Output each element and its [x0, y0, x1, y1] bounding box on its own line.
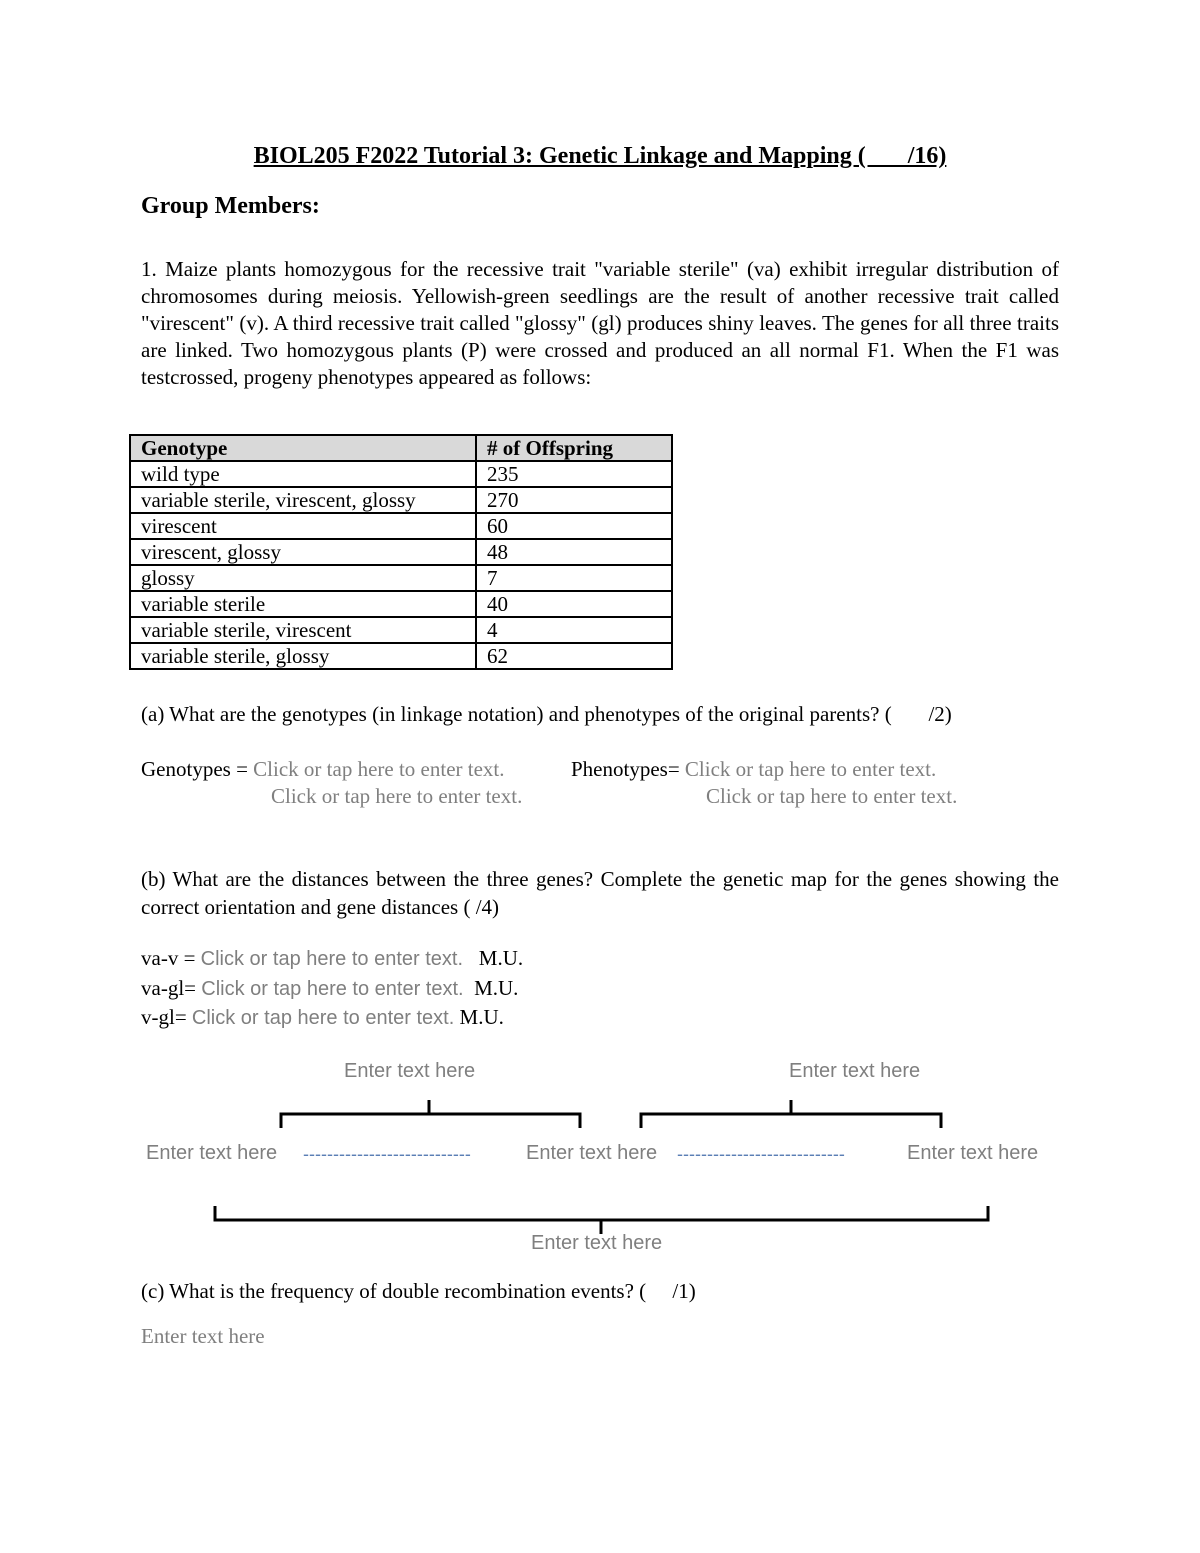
table-cell-count: 7: [476, 565, 672, 591]
table-cell-count: 60: [476, 513, 672, 539]
phenotype-input-2[interactable]: Click or tap here to enter text.: [706, 784, 958, 808]
genotype-input-2[interactable]: Click or tap here to enter text.: [271, 784, 523, 808]
distance-label: va-gl=: [141, 976, 202, 1000]
table-cell-count: 48: [476, 539, 672, 565]
distance-label: va-v =: [141, 946, 201, 970]
bracket-left: [281, 1100, 580, 1128]
bracket-bottom: [215, 1206, 988, 1234]
table-cell-genotype: variable sterile, glossy: [130, 643, 476, 669]
distance-unit: M.U.: [474, 976, 519, 1000]
distance-input-v-gl[interactable]: Click or tap here to enter text.: [191, 1007, 455, 1029]
problem-text: 1. Maize plants homozygous for the recessive trait "variable sterile" (va) exhibit irregular distribution of chromosomes during meiosis. Yellowish-green seedlings are the result of another recessive trait called "virescent" (v). A third recessive trait called "glossy" (gl) produces shiny leaves. The genes for all three traits are linked. Two homozygous plants (P) were crossed and produced an all normal F1. When the F1 was testcrossed, progeny phenotypes appeared as follows:: [141, 257, 1059, 389]
distance-label: v-gl=: [141, 1005, 192, 1029]
map-dash-left: ----------------------------: [303, 1144, 471, 1164]
distance-unit: M.U.: [459, 1005, 504, 1029]
table-cell-genotype: wild type: [130, 461, 476, 487]
question-c: (c) What is the frequency of double recombination events? ( /1): [141, 1279, 696, 1303]
page-title: BIOL205 F2022 Tutorial 3: Genetic Linkage and Mapping ( /16): [253, 143, 947, 169]
question-b: (b) What are the distances between the three genes? Complete the genetic map for the genes showing the correct orientation and gene distances ( /4): [141, 867, 1059, 919]
table-cell-genotype: variable sterile, virescent: [130, 617, 476, 643]
table-cell-genotype: virescent, glossy: [130, 539, 476, 565]
question-a: (a) What are the genotypes (in linkage notation) and phenotypes of the original parents? ( /2): [141, 702, 952, 726]
table-cell-count: 40: [476, 591, 672, 617]
table-cell-genotype: virescent: [130, 513, 476, 539]
table-header-offspring: # of Offspring: [476, 435, 672, 461]
genotypes-label: Genotypes =: [141, 757, 254, 781]
answer-c-input[interactable]: Enter text here: [141, 1324, 265, 1348]
table-cell-count: 4: [476, 617, 672, 643]
table-cell-genotype: variable sterile: [130, 591, 476, 617]
map-gene-left-input[interactable]: Enter text here: [146, 1142, 278, 1164]
map-gene-right-input[interactable]: Enter text here: [907, 1142, 1039, 1164]
table-cell-count: 62: [476, 643, 672, 669]
table-cell-count: 270: [476, 487, 672, 513]
table-header-genotype: Genotype: [130, 435, 476, 461]
distance-input-va-v[interactable]: Click or tap here to enter text.: [200, 948, 464, 970]
distance-unit: M.U.: [478, 946, 524, 970]
group-members-label: Group Members:: [141, 193, 320, 219]
distance-input-va-gl[interactable]: Click or tap here to enter text.: [201, 978, 464, 1000]
map-distance-right-input[interactable]: Enter text here: [789, 1060, 921, 1082]
map-dash-right: ----------------------------: [677, 1144, 845, 1164]
map-distance-total-input[interactable]: Enter text here: [531, 1232, 663, 1254]
phenotypes-label: Phenotypes=: [571, 757, 685, 781]
map-gene-middle-input[interactable]: Enter text here: [526, 1142, 658, 1164]
table-cell-count: 235: [476, 461, 672, 487]
table-cell-genotype: glossy: [130, 565, 476, 591]
genotype-input-1[interactable]: Click or tap here to enter text.: [253, 757, 505, 781]
bracket-right: [641, 1100, 941, 1128]
map-distance-left-input[interactable]: Enter text here: [344, 1060, 476, 1082]
phenotype-input-1[interactable]: Click or tap here to enter text.: [684, 757, 937, 781]
table-cell-genotype: variable sterile, virescent, glossy: [130, 487, 476, 513]
